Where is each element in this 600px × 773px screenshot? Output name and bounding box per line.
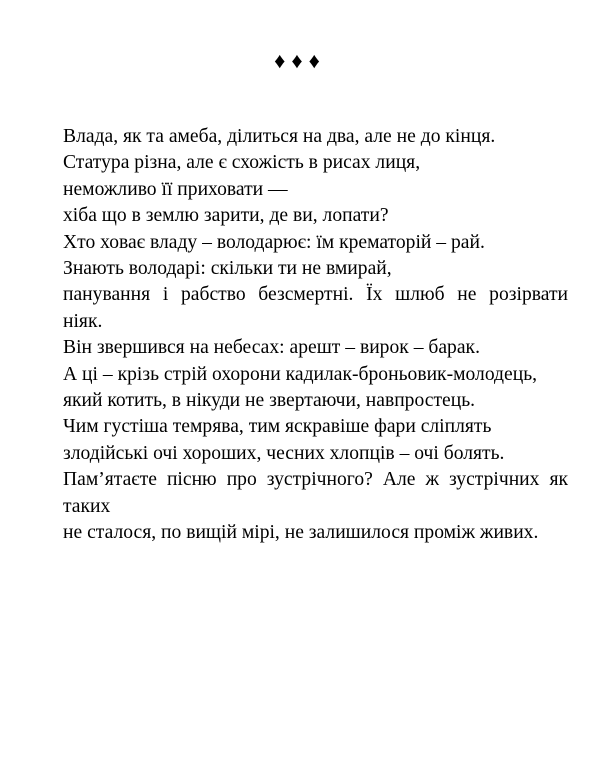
poem-line: панування і рабство безсмертні. Їх шлюб не розірвати (63, 284, 568, 306)
poem-line: Знають володарі: скільки ти не вмирай, (63, 258, 392, 280)
poem-line: Статура різна, але є схожість в рисах лиця, (63, 152, 421, 174)
poem-line: не сталося, по вищій мірі, не залишилося проміж живих. (63, 522, 539, 544)
poem-line: ніяк. (63, 310, 103, 332)
poem-line: Влада, як та амеба, ділиться на два, але не до кінця. (63, 126, 496, 147)
poem-line: Хто ховає владу – володарює: їм крематорій – рай. (63, 231, 485, 253)
poem-line: А ці – крізь стрій охорони кадилак-броньовик-молодець, (63, 363, 538, 385)
poem-line: злодійські очі хороших, чесних хлопців – очі болять. (63, 442, 505, 464)
poem-line: Він звершився на небесах: арешт – вирок – барак. (63, 337, 480, 359)
poem-line: таких (63, 495, 111, 517)
poem-text (63, 124, 568, 547)
poem-line: Пам’ятаєте пісню про зустрічного? Але ж зустрічних як (63, 469, 568, 491)
poem-line: який котить, в нікуди не звертаючи, навпростець. (63, 390, 476, 412)
poem-line: Чим густіша темрява, тим яскравіше фари сліплять (63, 416, 492, 438)
poem-line: неможливо її приховати — (63, 178, 288, 200)
section-divider-ornament: ♦♦♦ (274, 48, 326, 73)
poem-line: хіба що в землю зарити, де ви, лопати? (63, 205, 389, 227)
